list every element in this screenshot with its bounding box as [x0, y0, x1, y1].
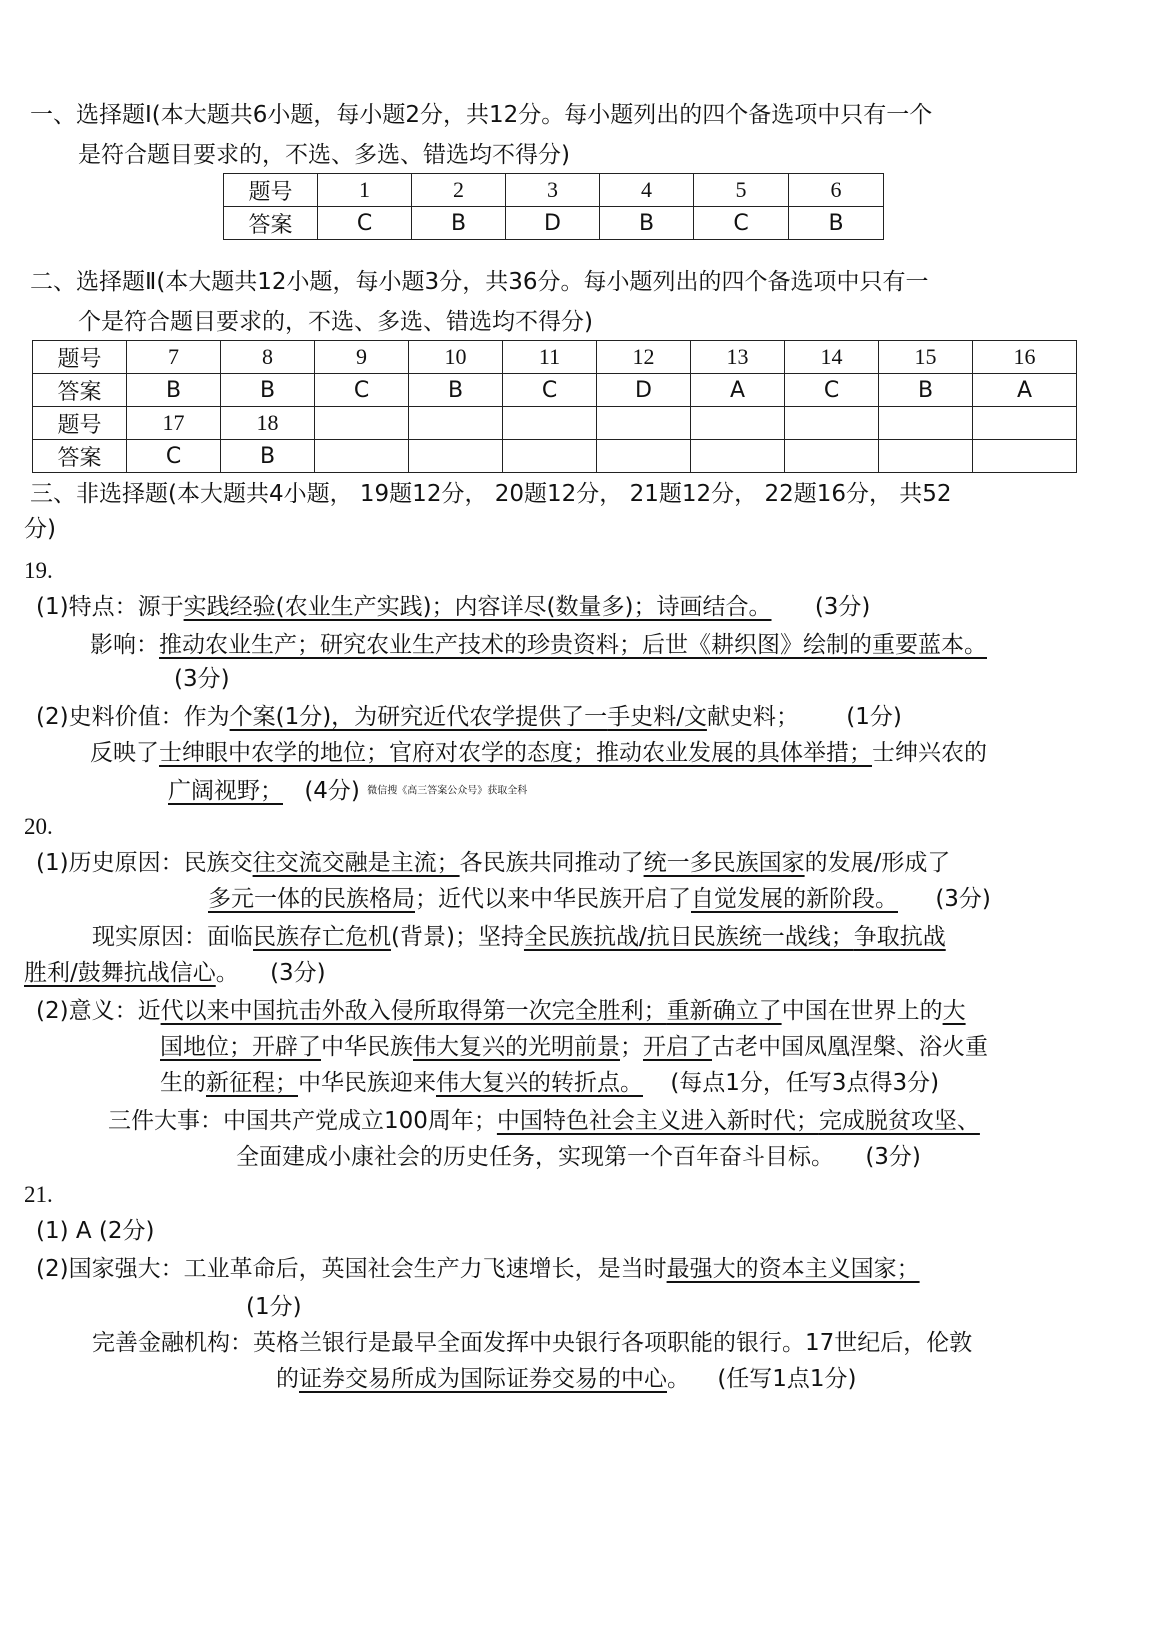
- section3-heading-line2: 分): [24, 516, 56, 542]
- q19-part2-reflects-cont: [168, 776, 527, 806]
- watermark-text: 微信搜《高三答案公众号》获取全科: [367, 785, 528, 797]
- text: (背景)；坚持: [391, 924, 524, 950]
- q20-part1-historical: [36, 848, 950, 878]
- underlined-text: 手史料/文: [607, 704, 707, 730]
- text: 反映了: [90, 740, 159, 766]
- empty-cell: [597, 407, 691, 440]
- answer-cell: A: [691, 374, 785, 407]
- underlined-text: 开启了: [643, 1034, 712, 1060]
- table-row: [224, 174, 884, 207]
- underlined-text: 伟大复兴的光明前景: [413, 1034, 620, 1060]
- answer-cell: D: [597, 374, 691, 407]
- text: 中国在世界上的: [781, 998, 943, 1024]
- answer-cell: B: [879, 374, 973, 407]
- question-number-cell: 3: [506, 174, 600, 207]
- table-row: [33, 440, 1077, 473]
- underlined-text: 士绅眼中农学的地位；官府对农学的态度；推动农业发展的具体举措；: [159, 740, 872, 766]
- answer-cell: B: [789, 207, 884, 240]
- text: 的发展/形成了: [804, 850, 951, 876]
- section1-heading-line2: 是符合题目要求的，不选、多选、错选均不得分): [78, 142, 570, 168]
- q20-part2-significance: [36, 996, 966, 1026]
- q20-three-events-cont: [236, 1142, 921, 1172]
- text: (1)特点：源于: [36, 594, 184, 620]
- q20-part2-significance-cont2: [160, 1068, 939, 1098]
- text: 古老中国凤凰涅槃、浴火重: [712, 1034, 988, 1060]
- text: 士绅兴农的: [872, 740, 987, 766]
- section1-heading-line1: 一、选择题Ⅰ(本大题共6小题，每小题2分，共12分。每小题列出的四个备选项中只有一个: [30, 102, 933, 128]
- section2-answer-table: [32, 340, 1077, 473]
- empty-cell: [879, 440, 973, 473]
- underlined-text: 证券交易所成为国际证券交易的中心: [299, 1366, 667, 1392]
- empty-cell: [691, 407, 785, 440]
- text: ；近代以来中华民族开启了: [415, 886, 691, 912]
- answer-cell: C: [503, 374, 597, 407]
- table-row: [33, 341, 1077, 374]
- underlined-text: 广阔视野；: [168, 778, 283, 804]
- empty-cell: [879, 407, 973, 440]
- underlined-text: 中国特色社会主义进入新时代；: [496, 1108, 819, 1134]
- q21-part2-finance-cont: [276, 1364, 857, 1394]
- q21-part1: (1) A (2分): [36, 1218, 155, 1244]
- underlined-text: 新征程；: [206, 1070, 298, 1096]
- row-label-question: 题号: [33, 341, 127, 374]
- text: (2)意义：近: [36, 998, 161, 1024]
- text: 的: [276, 1366, 299, 1392]
- text: ；: [620, 1034, 643, 1060]
- score: (3分): [270, 960, 326, 986]
- question-number-cell: 1: [318, 174, 412, 207]
- question-number-cell: 13: [691, 341, 785, 374]
- question-number: 20.: [24, 814, 53, 839]
- empty-cell: [597, 440, 691, 473]
- answer-cell: A: [973, 374, 1077, 407]
- q21-part2-score: (1分): [246, 1294, 302, 1320]
- question-number-cell: 17: [127, 407, 221, 440]
- q19-part1-influence-score: (3分): [174, 666, 230, 692]
- question-number-cell: 5: [694, 174, 789, 207]
- underlined-text: 代以来中国抗击外敌入侵所取得第一次完全胜利；: [160, 998, 667, 1024]
- q19-part2-reflects: [90, 738, 987, 768]
- score: (3分): [935, 886, 991, 912]
- row-label-question: 题号: [224, 174, 318, 207]
- q19-part1-influence: [90, 630, 987, 660]
- question-number-cell: 18: [221, 407, 315, 440]
- text: 献史料；: [706, 704, 799, 730]
- table-row: [224, 207, 884, 240]
- score: (3分): [814, 594, 871, 620]
- answer-cell: B: [600, 207, 694, 240]
- question-number: 19.: [24, 558, 53, 583]
- question-number-cell: 12: [597, 341, 691, 374]
- empty-cell: [973, 407, 1077, 440]
- text: (1)历史原因：民族交: [36, 850, 253, 876]
- row-label-answer: 答案: [33, 374, 127, 407]
- row-label-question: 题号: [33, 407, 127, 440]
- underlined-text: 最强大的资本主义国家；: [666, 1256, 920, 1282]
- table-row: [33, 374, 1077, 407]
- underlined-text: 重新确立了: [666, 998, 782, 1024]
- empty-cell: [315, 440, 409, 473]
- question-number-cell: 9: [315, 341, 409, 374]
- answer-cell: D: [506, 207, 600, 240]
- question-number-cell: 10: [409, 341, 503, 374]
- underlined-text: 民族存亡危机: [253, 924, 391, 950]
- text: 各民族共同推动了: [459, 850, 644, 876]
- answer-cell: B: [412, 207, 506, 240]
- text: 全面建成小康社会的历史任务，实现第一个百年奋斗目标。: [236, 1144, 834, 1170]
- text: 。: [667, 1366, 690, 1392]
- question-number-cell: 6: [789, 174, 884, 207]
- score: (任写1点1分): [717, 1366, 857, 1392]
- empty-cell: [691, 440, 785, 473]
- question-number-cell: 2: [412, 174, 506, 207]
- empty-cell: [785, 440, 879, 473]
- underlined-text: 多元一体的民族格局: [208, 886, 415, 912]
- score: (4分): [304, 778, 360, 804]
- row-label-answer: 答案: [33, 440, 127, 473]
- text: 生的: [160, 1070, 206, 1096]
- underlined-text: 自觉发展的新阶段。: [691, 886, 898, 912]
- underlined-text: 争取抗战: [853, 924, 946, 950]
- underlined-text: 统一多民族国家: [643, 850, 805, 876]
- row-label-answer: 答案: [224, 207, 318, 240]
- underlined-text: 大: [942, 998, 966, 1024]
- table-row: [33, 407, 1077, 440]
- score: (每点1分，任写3点得3分): [670, 1070, 940, 1096]
- q20-three-events: [108, 1106, 980, 1136]
- underlined-text: 往交流交融是主流；: [252, 850, 460, 876]
- question-number-cell: 11: [503, 341, 597, 374]
- question-number-cell: 16: [973, 341, 1077, 374]
- question-number-cell: 4: [600, 174, 694, 207]
- question-number-cell: 7: [127, 341, 221, 374]
- underlined-text: 全民族抗战/抗日民族统一战线；: [523, 924, 854, 950]
- q20-part1-historical-cont: [208, 884, 991, 914]
- empty-cell: [409, 440, 503, 473]
- question-number-cell: 14: [785, 341, 879, 374]
- q21-part2-finance: 完善金融机构：英格兰银行是最早全面发挥中央银行各项职能的银行。17世纪后，伦敦: [92, 1330, 973, 1356]
- score: (3分): [865, 1144, 921, 1170]
- underlined-text: 胜利/鼓舞抗战信心: [24, 960, 216, 986]
- empty-cell: [785, 407, 879, 440]
- text: 现实原因：面临: [92, 924, 253, 950]
- empty-cell: [503, 440, 597, 473]
- empty-cell: [315, 407, 409, 440]
- text: (2)史料价值：作为: [36, 704, 230, 730]
- q21-part2-strong-nation: [36, 1254, 920, 1284]
- empty-cell: [503, 407, 597, 440]
- section1-answer-table: [223, 173, 884, 240]
- section3-heading-line1: 三、非选择题(本大题共4小题， 19题12分， 20题12分， 21题12分， 22题16分， 共52: [30, 481, 952, 507]
- underlined-text: 国地位；: [160, 1034, 252, 1060]
- q19-part2-value: [36, 702, 902, 732]
- answer-cell: B: [127, 374, 221, 407]
- answer-cell: B: [409, 374, 503, 407]
- underlined-text: 推动农业生产；研究农业生产技术的珍贵资料；后世《耕织图》绘制的重要蓝本。: [159, 632, 987, 658]
- q20-part2-significance-cont1: [160, 1032, 988, 1062]
- text: 三件大事：中国共产党成立100周年；: [108, 1108, 497, 1134]
- question-number-cell: 8: [221, 341, 315, 374]
- question-number: 21.: [24, 1182, 53, 1207]
- answer-cell: B: [221, 374, 315, 407]
- section2-heading-line1: 二、选择题Ⅱ(本大题共12小题，每小题3分，共36分。每小题列出的四个备选项中只有一: [30, 269, 929, 295]
- text: 中华民族: [321, 1034, 413, 1060]
- text: 影响：: [90, 632, 159, 658]
- answer-cell: C: [315, 374, 409, 407]
- text: 。: [215, 960, 239, 986]
- underlined-text: 开辟了: [252, 1034, 321, 1060]
- q20-part1-realistic-cont: [24, 958, 326, 988]
- answer-cell: C: [785, 374, 879, 407]
- q20-part1-realistic: [92, 922, 946, 952]
- underlined-text: 伟大复兴的转折点。: [436, 1070, 643, 1096]
- text: 中华民族迎来: [298, 1070, 436, 1096]
- score: (1分): [846, 704, 902, 730]
- q19-part1-features: [36, 592, 870, 622]
- underlined-text: 实践经验(农业生产实践)；内容详尽(数量多)；诗画结合。: [183, 594, 772, 620]
- question-number-cell: 15: [879, 341, 973, 374]
- section2-heading-line2: 个是符合题目要求的，不选、多选、错选均不得分): [78, 309, 593, 335]
- answer-cell: B: [221, 440, 315, 473]
- underlined-text: 完成脱贫攻坚、: [818, 1108, 980, 1134]
- answer-cell: C: [127, 440, 221, 473]
- empty-cell: [409, 407, 503, 440]
- underlined-text: 个案(1分)，为研究近代农学提供了一: [229, 704, 608, 730]
- answer-cell: C: [318, 207, 412, 240]
- text: (2)国家强大：工业革命后，英国社会生产力飞速增长，是当时: [36, 1256, 667, 1282]
- answer-cell: C: [694, 207, 789, 240]
- empty-cell: [973, 440, 1077, 473]
